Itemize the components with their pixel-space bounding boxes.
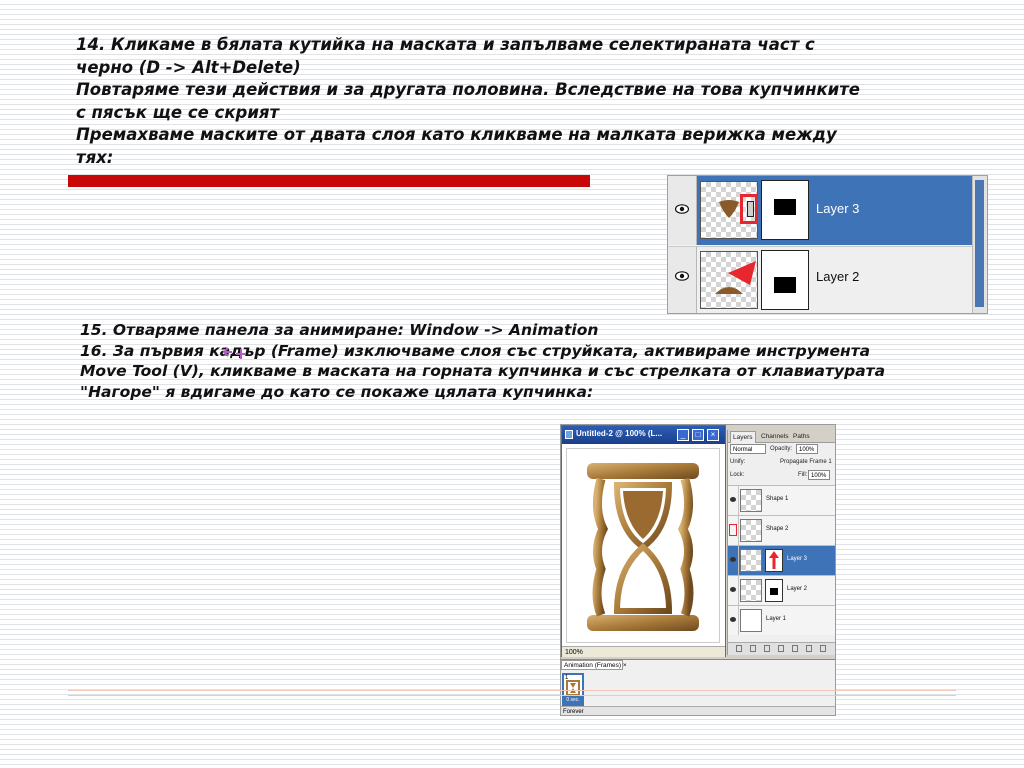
step15-text: [80, 320, 980, 402]
layer-row-layer3[interactable]: [728, 545, 836, 575]
layer3-thumbnail: [740, 549, 762, 572]
eye-icon: [675, 271, 689, 281]
step14-line: Повтаряме тези действия и за другата половина. Вследствие на това купчинките: [76, 80, 860, 99]
footer-divider: [68, 695, 956, 696]
layer-row-layer2[interactable]: [668, 246, 973, 314]
step14-line: 14. Кликаме в бялата кутийка на маската и запълваме селектираната част с: [76, 35, 815, 54]
hourglass-image: [567, 449, 719, 642]
hidden-visibility-box[interactable]: [729, 524, 737, 536]
shape2-thumbnail: [740, 519, 762, 542]
maximize-icon[interactable]: □: [692, 429, 704, 441]
trash-icon[interactable]: [820, 645, 826, 652]
layer2-label: Layer 2: [816, 269, 860, 284]
frame-delay[interactable]: 0 sec.: [564, 696, 582, 704]
layer-row-layer3[interactable]: [668, 176, 973, 245]
visibility-toggle[interactable]: [668, 176, 697, 245]
eye-icon: [675, 204, 689, 214]
red-arrow-icon: [726, 259, 758, 287]
scrollbar[interactable]: [972, 176, 987, 313]
new-layer-icon[interactable]: [806, 645, 812, 652]
propagate-frame-label[interactable]: Propagate Frame 1: [780, 459, 832, 465]
step16-line: Move Tool (V), кликваме в маската на горната купчинка и със стрелката от клавиатурата: [80, 362, 886, 380]
chain-link-icon[interactable]: [747, 201, 754, 217]
link-icon[interactable]: [736, 645, 742, 652]
eye-icon[interactable]: [730, 617, 736, 622]
eye-icon[interactable]: [730, 587, 736, 592]
step14-line: с пясък ще се скрият: [76, 102, 280, 122]
step15-line: 15. Отваряме панела за анимиране: Window -> Animation: [80, 321, 599, 339]
visibility-toggle[interactable]: [668, 247, 697, 314]
layer2-mask-thumbnail[interactable]: [765, 579, 783, 602]
tab-channels[interactable]: Channels: [761, 433, 789, 440]
animation-tab[interactable]: Animation (Frames) ×: [561, 660, 623, 670]
minimize-icon[interactable]: _: [677, 429, 689, 441]
document-title: Untitled-2 @ 100% (L...: [576, 429, 663, 438]
blend-mode-select[interactable]: Normal: [730, 444, 766, 454]
adjustment-icon[interactable]: [778, 645, 784, 652]
document-canvas[interactable]: [566, 448, 720, 643]
layers-panel-crop: [667, 175, 988, 314]
document-window: [561, 425, 726, 657]
footer-divider: [68, 690, 956, 691]
frame-number: 1: [565, 675, 569, 681]
move-cursor-icon: [222, 344, 248, 362]
mask-icon[interactable]: [764, 645, 770, 652]
layer-name: Layer 3: [787, 556, 808, 562]
eye-icon[interactable]: [730, 557, 736, 562]
fill-label: Fill:: [798, 472, 808, 478]
layers-panel: [727, 430, 836, 655]
lock-label: Lock:: [730, 472, 745, 478]
layers-panel-buttons: [728, 642, 836, 655]
photoshop-screenshot: [560, 424, 836, 716]
unify-label: Unify:: [730, 459, 746, 465]
shape1-thumbnail: [740, 489, 762, 512]
step14-line: тях:: [76, 147, 114, 167]
step14-line: черно (D -> Alt+Delete): [76, 57, 301, 77]
animation-panel: [561, 659, 835, 716]
layer-row-shape1[interactable]: [728, 485, 836, 515]
step16-line: "Нагоре" я вдигаме до като се покаже цялата купчинка:: [80, 382, 594, 401]
opacity-label: Opacity:: [770, 446, 793, 452]
red-accent-bar: [68, 175, 590, 187]
eye-icon[interactable]: [730, 497, 736, 502]
layer-row-layer2[interactable]: [728, 575, 836, 605]
layer3-mask-thumbnail[interactable]: [765, 549, 783, 572]
step14-text: [76, 34, 956, 169]
loop-options[interactable]: Forever: [561, 706, 835, 716]
layer2-mask-thumbnail[interactable]: [761, 250, 809, 310]
layer-name: Shape 1: [766, 496, 789, 502]
opacity-input[interactable]: 100%: [796, 444, 818, 454]
layer1-thumbnail: [740, 609, 762, 632]
close-icon[interactable]: ×: [707, 429, 719, 441]
tab-layers[interactable]: Layers: [730, 431, 756, 443]
folder-icon[interactable]: [792, 645, 798, 652]
layer-row-layer1[interactable]: [728, 605, 836, 635]
layer-name: Layer 2: [787, 586, 808, 592]
layer3-label: Layer 3: [816, 201, 860, 216]
zoom-level[interactable]: 100%: [562, 646, 725, 657]
style-icon[interactable]: [750, 645, 756, 652]
panel-tabs: [728, 430, 836, 443]
layer-name: Layer 1: [766, 616, 787, 622]
layer-row-shape2[interactable]: [728, 515, 836, 545]
document-titlebar[interactable]: [562, 426, 725, 444]
up-arrow-icon: [766, 550, 782, 571]
step16-line: 16. За първия кадър (Frame) изключваме слоя със струйката, активираме инструмента: [80, 341, 871, 360]
document-icon: [565, 430, 573, 439]
layer-name: Shape 2: [766, 526, 789, 532]
step14-line: Премахваме маските от двата слоя като кликваме на малката верижка между: [76, 125, 837, 144]
layer3-mask-thumbnail[interactable]: [761, 180, 809, 240]
tab-paths[interactable]: Paths: [793, 433, 810, 440]
layer2-thumbnail: [740, 579, 762, 602]
fill-input[interactable]: 100%: [808, 470, 830, 480]
